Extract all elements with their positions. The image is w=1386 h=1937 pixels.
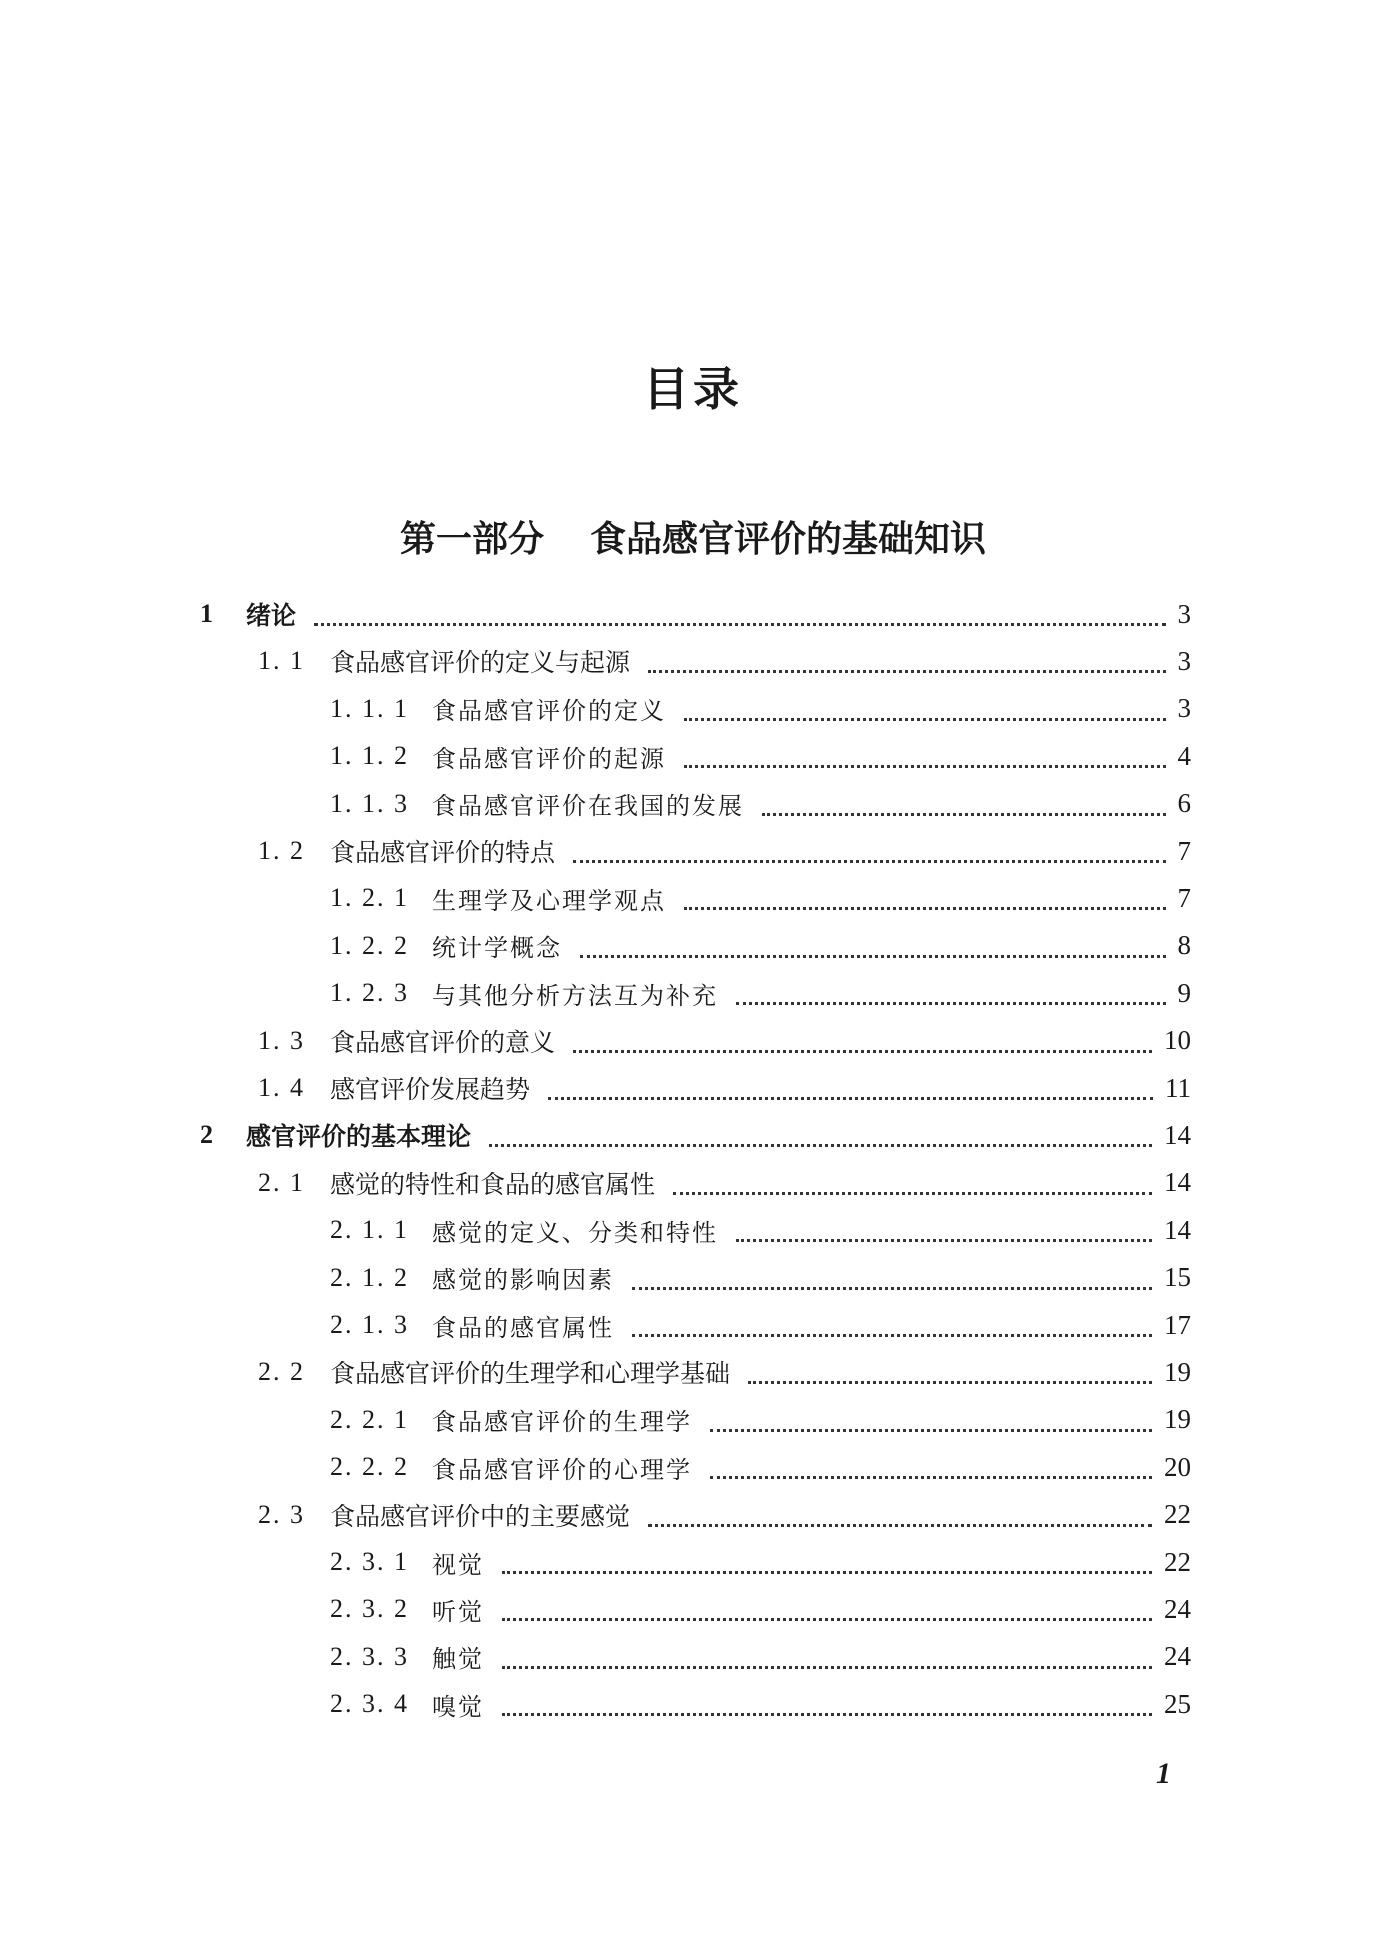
toc-entry[interactable] (0, 1493, 1386, 1537)
toc-entry-number: 1. 2. 1 (330, 883, 409, 913)
dot-leader (736, 1000, 1166, 1005)
part-name: 食品感官评价的基础知识 (590, 519, 987, 560)
toc-entry-page: 8 (1177, 930, 1191, 961)
toc-entry-number: 2. 3. 4 (330, 1689, 409, 1719)
toc-entry-title: 食品的感官属性 (432, 1313, 614, 1342)
toc-entry-title: 感觉的特性和食品的感官属性 (330, 1169, 656, 1199)
toc-entry-page: 15 (1164, 1262, 1191, 1293)
toc-entry-page: 19 (1164, 1404, 1191, 1435)
toc-entry-page: 4 (1177, 740, 1191, 771)
toc-entry-page: 20 (1164, 1451, 1191, 1482)
toc-entry-title: 食品感官评价的生理学和心理学基础 (330, 1359, 731, 1389)
toc-entry-page: 22 (1164, 1546, 1191, 1577)
toc-entry-page: 24 (1164, 1593, 1191, 1624)
toc-entry-page: 24 (1164, 1641, 1191, 1672)
toc-entry-number: 1. 1 (258, 646, 305, 676)
toc-entry[interactable] (0, 924, 1386, 968)
toc-entry-number: 1. 1. 1 (330, 693, 409, 723)
toc-entry-title: 感觉的影响因素 (432, 1266, 614, 1295)
toc-entry[interactable] (0, 1635, 1386, 1679)
toc-entry-page: 14 (1164, 1167, 1191, 1198)
toc-entry-page: 9 (1177, 977, 1191, 1008)
toc-entry-title: 食品感官评价的生理学 (432, 1408, 692, 1437)
toc-entry-page: 3 (1177, 693, 1191, 724)
page-title: 目录 (643, 362, 743, 416)
toc-entry-number: 2. 2. 2 (330, 1452, 409, 1482)
toc-entry[interactable] (0, 1350, 1386, 1394)
dot-leader (580, 953, 1166, 958)
toc-entry[interactable] (0, 1208, 1386, 1252)
toc-entry-number: 1. 2 (258, 836, 305, 865)
toc-entry-number: 2. 1. 3 (330, 1310, 409, 1339)
toc-entry[interactable] (0, 782, 1386, 826)
toc-entry-page: 3 (1177, 598, 1191, 629)
page-number: 1 (1156, 1757, 1171, 1790)
toc-entry[interactable] (0, 876, 1386, 920)
toc-entry-number: 1. 2. 2 (330, 930, 409, 960)
toc-entry[interactable] (0, 971, 1386, 1015)
dot-leader (684, 716, 1166, 721)
toc-entry-title: 视觉 (432, 1550, 484, 1579)
toc-entry[interactable] (0, 1540, 1386, 1584)
dot-leader (684, 763, 1166, 768)
dot-leader (502, 1664, 1152, 1669)
toc-entry-number: 2. 1. 1 (330, 1215, 409, 1245)
toc-entry-number: 2 (200, 1120, 213, 1150)
toc-entry[interactable] (0, 639, 1386, 683)
toc-entry-title: 统计学概念 (432, 934, 562, 963)
toc-entry-number: 1. 4 (258, 1073, 305, 1102)
toc-entry[interactable] (0, 1303, 1386, 1347)
toc-entry-page: 19 (1164, 1356, 1191, 1387)
toc-entry-title: 感官评价的基本理论 (246, 1122, 472, 1152)
dot-leader (736, 1237, 1152, 1242)
toc-entry-number: 2. 1 (258, 1167, 305, 1197)
dot-leader (648, 668, 1166, 673)
toc-entry-number: 2. 3. 3 (330, 1641, 409, 1671)
dot-leader (632, 1285, 1152, 1290)
dot-leader (710, 1474, 1152, 1479)
dot-leader (502, 1569, 1152, 1574)
dot-leader (489, 1142, 1152, 1147)
toc-entry-title: 感觉的定义、分类和特性 (432, 1218, 718, 1247)
toc-entry[interactable] (0, 829, 1386, 873)
toc-entry-title: 与其他分析方法互为补充 (432, 981, 718, 1010)
toc-entry-page: 7 (1177, 882, 1191, 913)
toc-entry-page: 14 (1164, 1119, 1191, 1150)
toc-entry-page: 11 (1165, 1072, 1191, 1103)
toc-entry-title: 食品感官评价中的主要感觉 (330, 1501, 631, 1531)
toc-entry[interactable] (0, 1445, 1386, 1489)
dot-leader (573, 1048, 1152, 1053)
toc-entry-title: 食品感官评价的定义 (432, 697, 666, 726)
toc-entry[interactable] (0, 592, 1386, 636)
toc-entry-title: 食品感官评价在我国的发展 (432, 792, 744, 821)
toc-entry-number: 1. 1. 3 (330, 788, 409, 818)
toc-entry-title: 绪论 (246, 601, 297, 630)
dot-leader (548, 1095, 1153, 1100)
dot-leader (648, 1522, 1152, 1527)
part-title (0, 519, 1386, 560)
toc-entry[interactable] (0, 1398, 1386, 1442)
toc-entry-page: 3 (1177, 645, 1191, 676)
toc-entry-page: 17 (1164, 1309, 1191, 1340)
toc-entry-title: 触觉 (432, 1645, 484, 1674)
toc-entry[interactable] (0, 1256, 1386, 1300)
toc-entry-title: 感官评价发展趋势 (330, 1075, 531, 1104)
dot-leader (762, 811, 1166, 816)
dot-leader (573, 858, 1166, 863)
toc-entry-title: 食品感官评价的定义与起源 (330, 648, 631, 678)
toc-entry-number: 2. 2 (258, 1357, 305, 1387)
toc-entry-page: 10 (1164, 1025, 1191, 1056)
toc-entry[interactable] (0, 687, 1386, 731)
toc-entry-page: 14 (1164, 1214, 1191, 1245)
dot-leader (673, 1190, 1152, 1195)
dot-leader (684, 905, 1166, 910)
toc-entry-page: 25 (1164, 1688, 1191, 1719)
toc-entry[interactable] (0, 1587, 1386, 1631)
toc-entry-title: 食品感官评价的心理学 (432, 1455, 692, 1484)
toc-entry-number: 2. 1. 2 (330, 1262, 409, 1292)
toc-entry[interactable] (0, 734, 1386, 778)
toc-entry-number: 1 (200, 599, 213, 628)
toc-entry-page: 22 (1164, 1499, 1191, 1530)
dot-leader (502, 1711, 1152, 1716)
part-label: 第一部分 (399, 519, 544, 560)
toc-entry-title: 嗅觉 (432, 1692, 484, 1721)
toc-entry-number: 2. 3 (258, 1499, 305, 1529)
toc-entry-title: 生理学及心理学观点 (432, 886, 666, 915)
dot-leader (748, 1379, 1152, 1384)
toc-entry-title: 食品感官评价的特点 (330, 838, 556, 867)
toc-entry-number: 2. 3. 1 (330, 1547, 409, 1576)
toc-entry-number: 2. 2. 1 (330, 1404, 409, 1434)
toc-entry-title: 听觉 (432, 1597, 484, 1626)
dot-leader (502, 1616, 1152, 1621)
toc-entry-page: 7 (1177, 835, 1191, 866)
toc-entry-number: 2. 3. 2 (330, 1594, 409, 1624)
toc-entry[interactable] (0, 1019, 1386, 1063)
dot-leader (632, 1332, 1152, 1337)
toc-entry[interactable] (0, 1161, 1386, 1205)
toc-entry-title: 食品感官评价的意义 (330, 1027, 556, 1057)
toc-entry-number: 1. 3 (258, 1025, 305, 1055)
dot-leader (314, 621, 1166, 626)
toc-entry-number: 1. 2. 3 (330, 978, 409, 1008)
toc-entry[interactable] (0, 1066, 1386, 1110)
toc-entry-title: 食品感官评价的起源 (432, 744, 666, 773)
toc-entry[interactable] (0, 1113, 1386, 1157)
toc-entry[interactable] (0, 1682, 1386, 1726)
toc-entry-page: 6 (1177, 788, 1191, 819)
toc-entry-number: 1. 1. 2 (330, 741, 409, 771)
dot-leader (710, 1427, 1152, 1432)
